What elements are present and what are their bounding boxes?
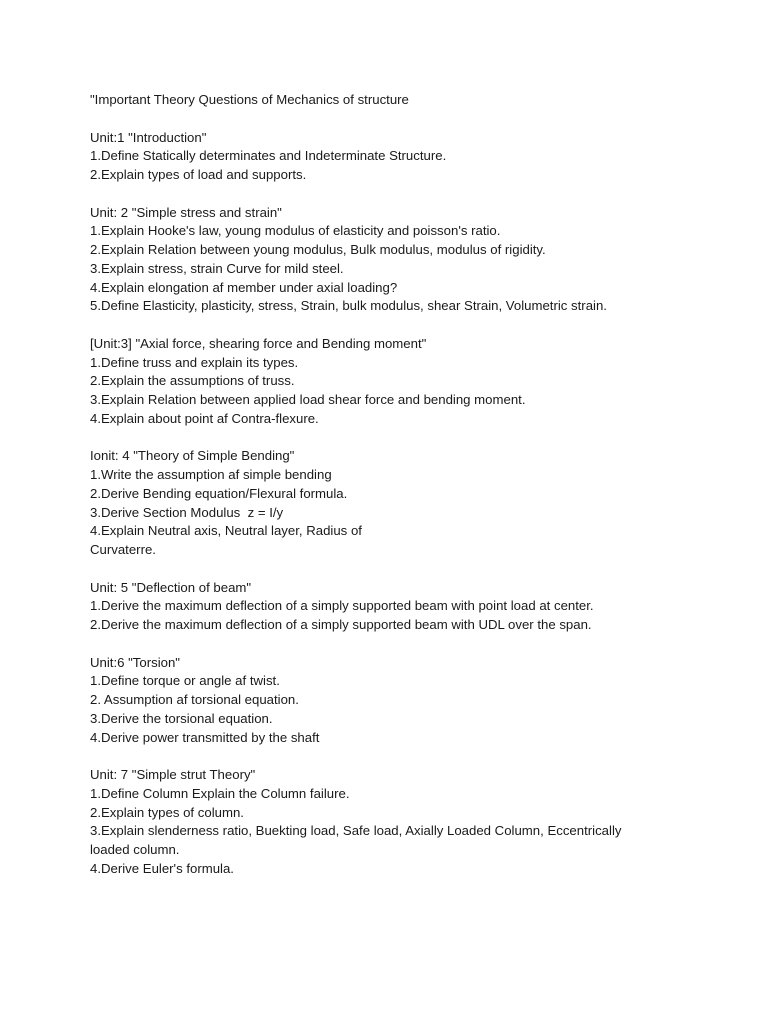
question-item: 4.Derive power transmitted by the shaft bbox=[90, 729, 320, 745]
question-item: 3.Derive the torsional equation. bbox=[90, 710, 273, 726]
unit-list bbox=[90, 129, 730, 879]
question-item: 1.Define Column Explain the Column failure. bbox=[90, 785, 350, 801]
question-item: 3.Derive Section Modulus z = I/y bbox=[90, 504, 284, 520]
question-item: 4.Explain elongation af member under axial loading? bbox=[90, 279, 398, 295]
question-item: 1.Derive the maximum deflection of a simply supported beam with point load at center. bbox=[90, 598, 594, 614]
unit-heading: Unit: 5 "Deflection of beam" bbox=[90, 579, 252, 595]
unit-section bbox=[90, 654, 730, 748]
question-item: 2.Explain Relation between young modulus, Bulk modulus, modulus of rigidity. bbox=[90, 242, 546, 257]
document-title: "Important Theory Questions of Mechanics of structure bbox=[90, 92, 409, 107]
question-item: 1.Define truss and explain its types. bbox=[90, 354, 299, 370]
question-item: 2. Assumption af torsional equation. bbox=[90, 692, 299, 707]
question-item: 2.Derive the maximum deflection of a simply supported beam with UDL over the span. bbox=[90, 617, 592, 632]
document-body bbox=[90, 91, 730, 879]
unit-section bbox=[90, 129, 730, 185]
unit-heading: Unit:6 "Torsion" bbox=[90, 654, 180, 670]
question-item: 2.Explain types of column. bbox=[90, 804, 244, 820]
question-item: 3.Explain stress, strain Curve for mild steel. bbox=[90, 260, 344, 276]
question-item: 3.Explain slenderness ratio, Buekting load, Safe load, Axially Loaded Column, Eccentrically bbox=[90, 823, 622, 839]
question-item: 4.Explain Neutral axis, Neutral layer, Radius of bbox=[90, 523, 362, 539]
question-item: 5.Define Elasticity, plasticity, stress, Strain, bulk modulus, shear Strain, Volumetric strain. bbox=[90, 298, 607, 314]
unit-section bbox=[90, 204, 730, 317]
unit-heading: Ionit: 4 "Theory of Simple Bending" bbox=[90, 448, 295, 464]
question-item: 2.Derive Bending equation/Flexural formula. bbox=[90, 485, 348, 501]
question-item: 3.Explain Relation between applied load shear force and bending moment. bbox=[90, 392, 526, 407]
question-item: 1.Explain Hooke's law, young modulus of elasticity and poisson's ratio. bbox=[90, 223, 501, 239]
question-item: 4.Derive Euler's formula. bbox=[90, 860, 234, 876]
unit-section bbox=[90, 579, 730, 635]
question-item: 1.Define Statically determinates and Indeterminate Structure. bbox=[90, 148, 447, 164]
unit-heading: [Unit:3] "Axial force, shearing force and Bending moment" bbox=[90, 335, 427, 351]
question-item: 1.Define torque or angle af twist. bbox=[90, 673, 280, 689]
question-item: loaded column. bbox=[90, 842, 180, 857]
question-item: 2.Explain types of load and supports. bbox=[90, 167, 307, 182]
unit-section bbox=[90, 335, 730, 429]
unit-heading: Unit: 7 "Simple strut Theory" bbox=[90, 767, 256, 782]
question-item: 4.Explain about point af Contra-flexure. bbox=[90, 410, 319, 426]
unit-heading: Unit:1 "Introduction" bbox=[90, 129, 207, 145]
unit-section bbox=[90, 766, 730, 879]
unit-section bbox=[90, 447, 730, 560]
question-item: Curvaterre. bbox=[90, 542, 156, 557]
question-item: 2.Explain the assumptions of truss. bbox=[90, 373, 295, 389]
unit-heading: Unit: 2 "Simple stress and strain" bbox=[90, 204, 282, 220]
question-item: 1.Write the assumption af simple bending bbox=[90, 467, 332, 482]
